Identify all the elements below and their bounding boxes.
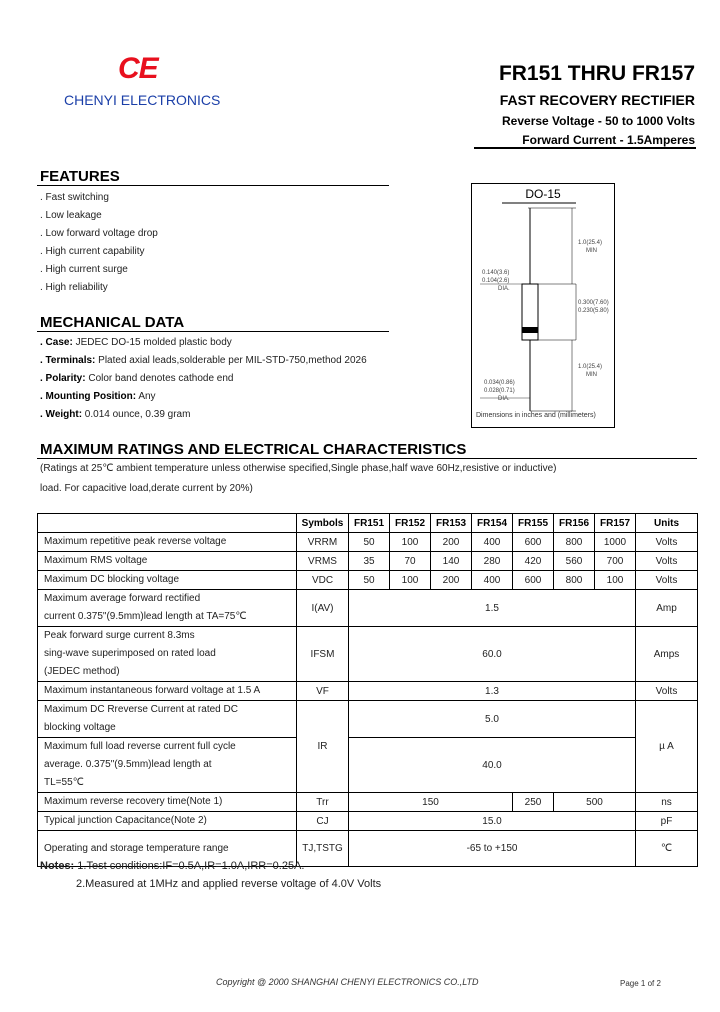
cell-value: 140	[431, 552, 472, 571]
ratings-condition-1: (Ratings at 25℃ ambient temperature unless otherwise specified,Single phase,half wave 60Hz,resistive or inductive)	[40, 463, 557, 474]
notes-label: Notes:	[40, 860, 75, 872]
dim-lead-dia-max: 0.034(0.86)	[484, 380, 515, 386]
row-symbol: CJ	[297, 812, 349, 831]
cell-value: 400	[472, 571, 513, 590]
cell-value: 5.0	[349, 701, 636, 738]
dim-lead-dia-min: 0.028(0.71)	[484, 388, 515, 394]
row-desc: Typical junction Capacitance(Note 2)	[38, 812, 297, 831]
reverse-voltage-spec: Reverse Voltage - 50 to 1000 Volts	[502, 114, 695, 128]
header-desc	[38, 514, 297, 533]
header-units: Units	[636, 514, 698, 533]
mech-terminals: . Terminals: Plated axial leads,solderable per MIL-STD-750,method 2026	[40, 355, 367, 366]
cell-value: 50	[349, 533, 390, 552]
package-name: DO-15	[525, 187, 561, 201]
cell-value: -65 to +150	[349, 831, 636, 867]
row-desc: Maximum repetitive peak reverse voltage	[38, 533, 297, 552]
table-row	[38, 552, 698, 571]
table-row	[38, 738, 698, 793]
cell-value: 250	[513, 793, 554, 812]
feature-item: . Low forward voltage drop	[40, 228, 158, 239]
cell-value: 600	[513, 533, 554, 552]
ratings-table	[37, 513, 698, 867]
feature-item: . High current surge	[40, 264, 128, 275]
row-symbol: I(AV)	[297, 590, 349, 627]
header-fr157: FR157	[595, 514, 636, 533]
copyright: Copyright @ 2000 SHANGHAI CHENYI ELECTRONICS CO.,LTD	[216, 977, 479, 987]
table-row	[38, 533, 698, 552]
dim-body-dia-min: 0.104(2.6)	[482, 278, 510, 284]
cell-value: 60.0	[349, 627, 636, 682]
row-desc: Maximum DC blocking voltage	[38, 571, 297, 590]
header-symbols: Symbols	[297, 514, 349, 533]
page-number: Page 1 of 2	[620, 979, 661, 988]
header-fr152: FR152	[390, 514, 431, 533]
row-unit: Volts	[636, 552, 698, 571]
row-unit: Volts	[636, 571, 698, 590]
row-symbol: VF	[297, 682, 349, 701]
cell-value: 70	[390, 552, 431, 571]
cell-value: 100	[390, 533, 431, 552]
table-row	[38, 627, 698, 682]
cell-value: 560	[554, 552, 595, 571]
cell-value: 40.0	[349, 738, 636, 793]
cell-value: 15.0	[349, 812, 636, 831]
feature-item: . High reliability	[40, 282, 108, 293]
mechanical-divider	[37, 331, 389, 332]
cell-value: 420	[513, 552, 554, 571]
cell-value: 500	[554, 793, 636, 812]
row-desc: Maximum instantaneous forward voltage at 1.5 A	[38, 682, 297, 701]
row-desc: Maximum reverse recovery time(Note 1)	[38, 793, 297, 812]
row-unit: Volts	[636, 682, 698, 701]
header-fr154: FR154	[472, 514, 513, 533]
company-logo: CE	[118, 52, 158, 85]
table-row	[38, 701, 698, 738]
row-unit: pF	[636, 812, 698, 831]
row-unit: Amp	[636, 590, 698, 627]
package-drawing	[471, 183, 615, 428]
dim-body-len-max: 0.300(7.60)	[578, 300, 609, 306]
row-unit: µ A	[636, 701, 698, 793]
cell-value: 200	[431, 571, 472, 590]
cell-value: 600	[513, 571, 554, 590]
dim-lead-length: 1.0(25.4)	[578, 240, 603, 246]
table-row	[38, 682, 698, 701]
product-subtitle: FAST RECOVERY RECTIFIER	[499, 92, 695, 108]
row-symbol: TJ,TSTG	[297, 831, 349, 867]
ratings-condition-2: load. For capacitive load,derate current by 20%)	[40, 483, 253, 494]
dim-body-len-min: 0.230(5.80)	[578, 308, 609, 314]
cell-value: 200	[431, 533, 472, 552]
row-symbol: VRMS	[297, 552, 349, 571]
mech-case: . Case: JEDEC DO-15 molded plastic body	[40, 337, 232, 348]
row-desc: Peak forward surge current 8.3ms sing-wave superimposed on rated load (JEDEC method)	[38, 627, 297, 682]
mech-polarity: . Polarity: Color band denotes cathode end	[40, 373, 234, 384]
cell-value: 150	[349, 793, 513, 812]
cell-value: 50	[349, 571, 390, 590]
cell-value: 1.5	[349, 590, 636, 627]
table-row	[38, 590, 698, 627]
header-fr151: FR151	[349, 514, 390, 533]
cell-value: 1000	[595, 533, 636, 552]
header-fr156: FR156	[554, 514, 595, 533]
dim-lead-dia-label: DIA.	[498, 396, 510, 402]
row-desc: Maximum full load reverse current full cycle average. 0.375"(9.5mm)lead length at TL=55℃	[38, 738, 297, 793]
company-name: CHENYI ELECTRONICS	[64, 92, 221, 108]
row-desc: Operating and storage temperature range	[38, 831, 297, 867]
header-divider	[474, 147, 696, 149]
row-unit: Volts	[636, 533, 698, 552]
dim-lead-length-min: MIN	[586, 248, 597, 254]
header-fr155: FR155	[513, 514, 554, 533]
dim-lead-length-2-min: MIN	[586, 372, 597, 378]
feature-item: . Low leakage	[40, 210, 102, 221]
feature-item: . Fast switching	[40, 192, 109, 203]
product-title: FR151 THRU FR157	[498, 62, 695, 85]
feature-item: . High current capability	[40, 246, 145, 257]
dim-body-dia-max: 0.140(3.6)	[482, 270, 510, 276]
dim-lead-length-2: 1.0(25.4)	[578, 364, 603, 370]
dim-body-dia-label: DIA.	[498, 286, 510, 292]
ratings-heading: MAXIMUM RATINGS AND ELECTRICAL CHARACTERISTICS	[40, 441, 467, 458]
table-row	[38, 793, 698, 812]
table-row	[38, 812, 698, 831]
features-heading: FEATURES	[40, 168, 120, 185]
row-symbol: VDC	[297, 571, 349, 590]
table-header-row	[38, 514, 698, 533]
row-unit: ℃	[636, 831, 698, 867]
cell-value: 400	[472, 533, 513, 552]
row-unit: Amps	[636, 627, 698, 682]
forward-current-spec: Forward Current - 1.5Amperes	[522, 133, 695, 147]
notes	[40, 860, 304, 872]
mechanical-heading: MECHANICAL DATA	[40, 314, 185, 331]
row-desc: Maximum average forward rectified current 0.375"(9.5mm)lead length at TA=75℃	[38, 590, 297, 627]
header-fr153: FR153	[431, 514, 472, 533]
note-1: 1.Test conditions:IF=0.5A,IR=1.0A,IRR=0.25A.	[77, 860, 305, 872]
row-desc: Maximum RMS voltage	[38, 552, 297, 571]
cell-value: 700	[595, 552, 636, 571]
cell-value: 1.3	[349, 682, 636, 701]
mech-weight: . Weight: 0.014 ounce, 0.39 gram	[40, 409, 191, 420]
row-desc: Maximum DC Rreverse Current at rated DC blocking voltage	[38, 701, 297, 738]
cell-value: 800	[554, 533, 595, 552]
ratings-divider	[37, 458, 697, 459]
row-symbol: IFSM	[297, 627, 349, 682]
row-unit: ns	[636, 793, 698, 812]
row-symbol: IR	[297, 701, 349, 793]
note-2: 2.Measured at 1MHz and applied reverse voltage of 4.0V Volts	[76, 878, 382, 890]
row-symbol: Trr	[297, 793, 349, 812]
cell-value: 100	[390, 571, 431, 590]
cell-value: 800	[554, 571, 595, 590]
dimensions-caption: Dimensions in inches and (millimeters)	[476, 412, 596, 419]
mech-mounting: . Mounting Position: Any	[40, 391, 156, 402]
row-symbol: VRRM	[297, 533, 349, 552]
cell-value: 100	[595, 571, 636, 590]
table-row	[38, 571, 698, 590]
cell-value: 280	[472, 552, 513, 571]
features-divider	[37, 185, 389, 186]
cell-value: 35	[349, 552, 390, 571]
